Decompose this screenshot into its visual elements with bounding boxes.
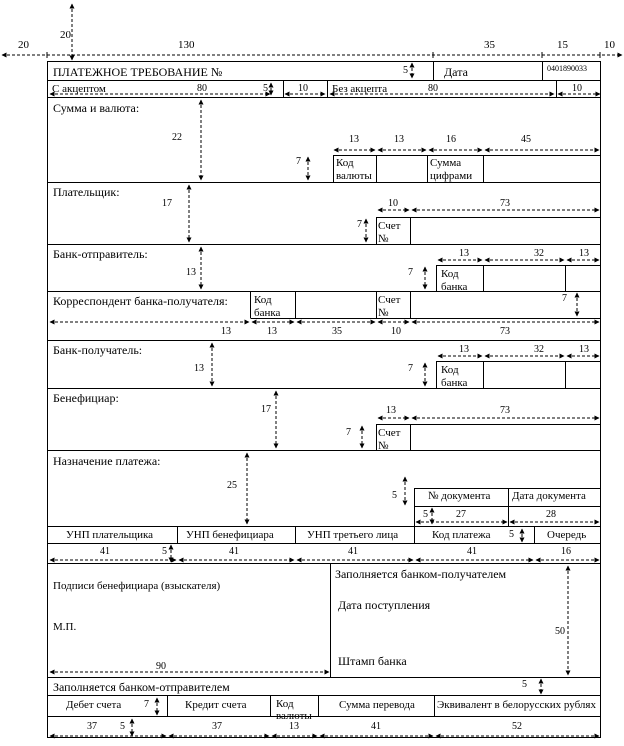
dim-20-left: 20 — [18, 39, 29, 51]
filled-by-receiver-label: Заполняется банком-получателем — [335, 567, 507, 581]
dim-13-i: 13 — [459, 344, 469, 355]
dim-25: 25 — [227, 480, 237, 491]
dim-13-g: 13 — [267, 326, 277, 337]
dim-17-a: 17 — [162, 198, 172, 209]
dim-37-b: 37 — [212, 721, 222, 732]
dim-35: 35 — [332, 326, 342, 337]
receiver-bank-code-cell: Код банка — [441, 364, 468, 389]
purpose-label: Назначение платежа: — [53, 454, 161, 468]
beneficiary-unp-header: УНП бенефициара — [186, 529, 274, 541]
dim-5-e: 5 — [162, 546, 167, 557]
dim-10-b: 10 — [572, 83, 582, 94]
dim-5-b: 5 — [392, 490, 397, 501]
dim-27: 27 — [456, 509, 466, 520]
amount-digits-cell: Сумма цифрами — [430, 157, 473, 182]
bank-stamp-label: Штамп банка — [338, 654, 407, 668]
doc-number-header: № документа — [428, 490, 491, 502]
payer-unp-header: УНП плательщика — [66, 529, 154, 541]
dim-73-b: 73 — [500, 326, 510, 337]
dim-15: 15 — [557, 39, 568, 51]
dim-5-c: 5 — [423, 509, 428, 520]
form-code: 0401890033 — [547, 64, 587, 73]
dim-5-a: 5 — [263, 83, 268, 94]
dim-73-c: 73 — [500, 405, 510, 416]
title-dim-5: 5 — [403, 65, 408, 76]
dim-7-b: 7 — [408, 267, 413, 278]
currency-code-header: Код валюты — [276, 698, 312, 722]
doc-date-header: Дата документа — [512, 490, 586, 502]
dim-130: 130 — [178, 39, 195, 51]
sender-bank-label: Банк-отправитель: — [53, 247, 148, 261]
dim-41-b: 41 — [229, 546, 239, 557]
dim-41-d: 41 — [467, 546, 477, 557]
dim-13-f: 13 — [221, 326, 231, 337]
dim-10-a: 10 — [298, 83, 308, 94]
dim-35: 35 — [484, 39, 495, 51]
dim-13-a: 13 — [349, 134, 359, 145]
dim-32-b: 32 — [534, 344, 544, 355]
sender-bank-code-cell: Код банка — [441, 268, 468, 293]
dim-13-l: 13 — [289, 721, 299, 732]
dim-32-a: 32 — [534, 248, 544, 259]
dim-5-g: 5 — [120, 721, 125, 732]
form-title: ПЛАТЕЖНОЕ ТРЕБОВАНИЕ № — [53, 65, 223, 79]
third-party-unp-header: УНП третьего лица — [307, 529, 399, 541]
debit-header: Дебет счета — [66, 699, 122, 711]
payer-label: Плательщик: — [53, 185, 120, 199]
currency-code-cell: Код валюты — [336, 157, 372, 182]
dim-41-a: 41 — [100, 546, 110, 557]
dim-10: 10 — [604, 39, 615, 51]
dim-7-a: 7 — [357, 219, 362, 230]
dim-90: 90 — [156, 661, 166, 672]
payment-code-header: Код платежа — [432, 529, 491, 541]
receipt-date-label: Дата поступления — [338, 598, 431, 612]
dim-13-h: 13 — [194, 363, 204, 374]
dim-80-b: 80 — [428, 83, 438, 94]
dim-41-c: 41 — [348, 546, 358, 557]
dim-5-f: 5 — [522, 679, 527, 690]
dim-17-b: 17 — [261, 404, 271, 415]
dim-28: 28 — [546, 509, 556, 520]
dim-7: 7 — [296, 156, 301, 167]
dim-73-a: 73 — [500, 198, 510, 209]
credit-header: Кредит счета — [185, 699, 247, 711]
correspondent-bank-code-cell: Код банка — [254, 294, 281, 319]
priority-header: Очередь — [547, 529, 587, 541]
beneficiary-label: Бенефициар: — [53, 391, 119, 405]
with-accept-label: С акцептом — [52, 83, 106, 95]
dim-16-b: 16 — [561, 546, 571, 557]
dim-41-e: 41 — [371, 721, 381, 732]
dim-7-d: 7 — [408, 363, 413, 374]
correspondent-label: Корреспондент банка-получателя: — [53, 294, 228, 308]
stamp-place-label: М.П. — [53, 621, 77, 633]
dim-80-a: 80 — [197, 83, 207, 94]
dim-13-c: 13 — [186, 267, 196, 278]
dim-13-k: 13 — [386, 405, 396, 416]
dim-13-e: 13 — [579, 248, 589, 259]
dim-13-j: 13 — [579, 344, 589, 355]
dim-7-c: 7 — [562, 293, 567, 304]
dim-50: 50 — [555, 626, 565, 637]
receiver-bank-label: Банк-получатель: — [53, 343, 143, 357]
equivalent-header: Эквивалент в белорусских рублях — [437, 699, 596, 711]
payer-account-cell: Счет № — [378, 220, 401, 245]
form-lines — [47, 61, 601, 738]
dim-16: 16 — [446, 134, 456, 145]
dim-13-d: 13 — [459, 248, 469, 259]
dim-5-d: 5 — [509, 529, 514, 540]
filled-by-sender-label: Заполняется банком-отправителем — [53, 680, 230, 694]
date-label: Дата — [444, 65, 468, 79]
dim-52: 52 — [512, 721, 522, 732]
dim-13-b: 13 — [394, 134, 404, 145]
dim-22: 22 — [172, 132, 182, 143]
without-accept-label: Без акцепта — [332, 83, 388, 95]
correspondent-account-cell: Счет № — [378, 294, 401, 319]
dim-10-c: 10 — [391, 326, 401, 337]
dim-20-vertical: 20 — [60, 29, 71, 41]
transfer-amount-header: Сумма перевода — [339, 699, 415, 711]
dim-37-a: 37 — [87, 721, 97, 732]
beneficiary-account-cell: Счет № — [378, 427, 401, 452]
dim-45: 45 — [521, 134, 531, 145]
signatures-label: Подписи бенефициара (взыскателя) — [53, 580, 221, 592]
dim-7-f: 7 — [144, 699, 149, 710]
amount-section-label: Сумма и валюта: — [53, 101, 140, 115]
dim-7-e: 7 — [346, 427, 351, 438]
dim-10-b2: 10 — [388, 198, 398, 209]
